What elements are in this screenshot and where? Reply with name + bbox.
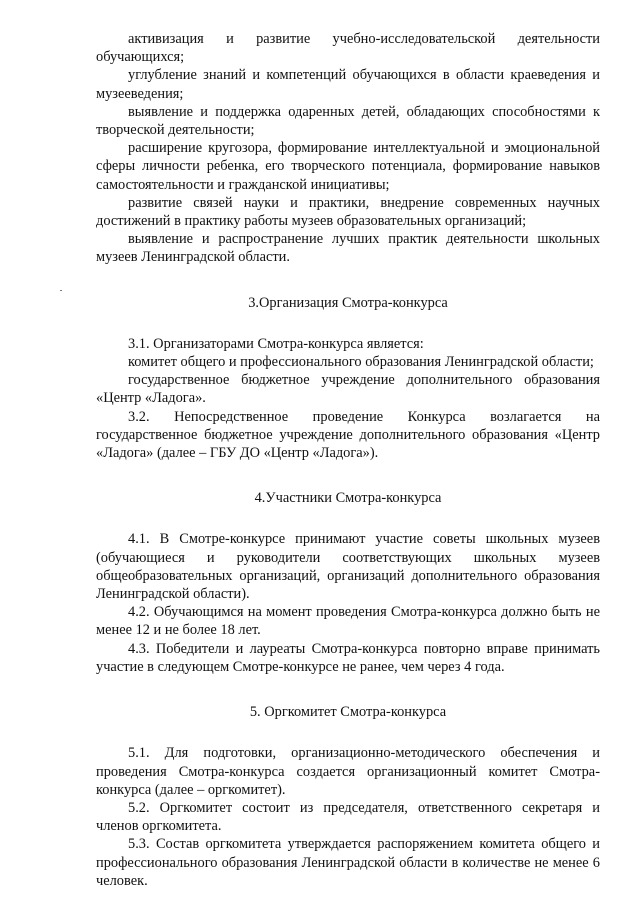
document-body — [96, 30, 600, 890]
section-heading-3: 3.Организация Смотра-конкурса — [248, 294, 448, 311]
section5-paragraph: 5.2. Оргкомитет состоит из председателя, ответственного секретаря и членов оргкомитета. — [96, 799, 600, 835]
intro-item: углубление знаний и компетенций обучающихся в области краеведения и музееведения; — [96, 67, 600, 102]
intro-item: выявление и распространение лучших практик деятельности школьных музеев Ленинградской области. — [96, 231, 600, 266]
section4-paragraph: 4.2. Обучающимся на момент проведения Смотра-конкурса должно быть не менее 12 и не более 18 лет. — [96, 604, 600, 639]
section3-paragraph: комитет общего и профессионального образования Ленинградской области; — [128, 354, 594, 371]
section3-paragraph: 3.1. Организаторами Смотра-конкурса является: — [128, 335, 424, 352]
section3-paragraph: 3.2. Непосредственное проведение Конкурса возлагается на государственное бюджетное учреждение дополнительного образования «Центр «Ладога» (далее – ГБУ ДО «Центр «Ладога»). — [96, 408, 600, 462]
section3-paragraph: государственное бюджетное учреждение дополнительного образования «Центр «Ладога». — [96, 372, 600, 407]
section4-paragraph: 4.1. В Смотре-конкурсе принимают участие советы школьных музеев (обучающиеся и руководители соответствующих школьных музеев общеобразовательных организаций, организаций дополнительного образования Ленинградской области). — [96, 531, 600, 603]
intro-item: активизация и развитие учебно-исследовательской деятельности обучающихся; — [96, 31, 600, 66]
intro-item: развитие связей науки и практики, внедрение современных научных достижений в практику работы музеев образовательных организаций; — [96, 194, 600, 230]
section5-paragraph: 5.3. Состав оргкомитета утверждается распоряжением комитета общего и профессионального образования Ленинградской области в количестве не менее 6 человек. — [96, 836, 600, 889]
intro-item: расширение кругозора, формирование интеллектуальной и эмоциональной сферы личности ребенка, его творческого потенциала, формирование навыков самостоятельности и гражданской инициативы; — [96, 140, 600, 193]
section5-paragraph: 5.1. Для подготовки, организационно-методического обеспечения и проведения Смотра-конкурса создается организационный комитет Смотра-конкурса (далее – оргкомитет). — [96, 745, 600, 798]
section4-paragraph: 4.3. Победители и лауреаты Смотра-конкурса повторно вправе принимать участие в следующем Смотре-конкурсе не ранее, чем через 4 года. — [96, 640, 600, 675]
intro-item: выявление и поддержка одаренных детей, обладающих способностями к творческой деятельности; — [96, 103, 600, 139]
margin-mark — [60, 290, 62, 291]
section-heading-4: 4.Участники Смотра-конкурса — [254, 490, 442, 507]
section-heading-5: 5. Оргкомитет Смотра-конкурса — [249, 704, 447, 721]
